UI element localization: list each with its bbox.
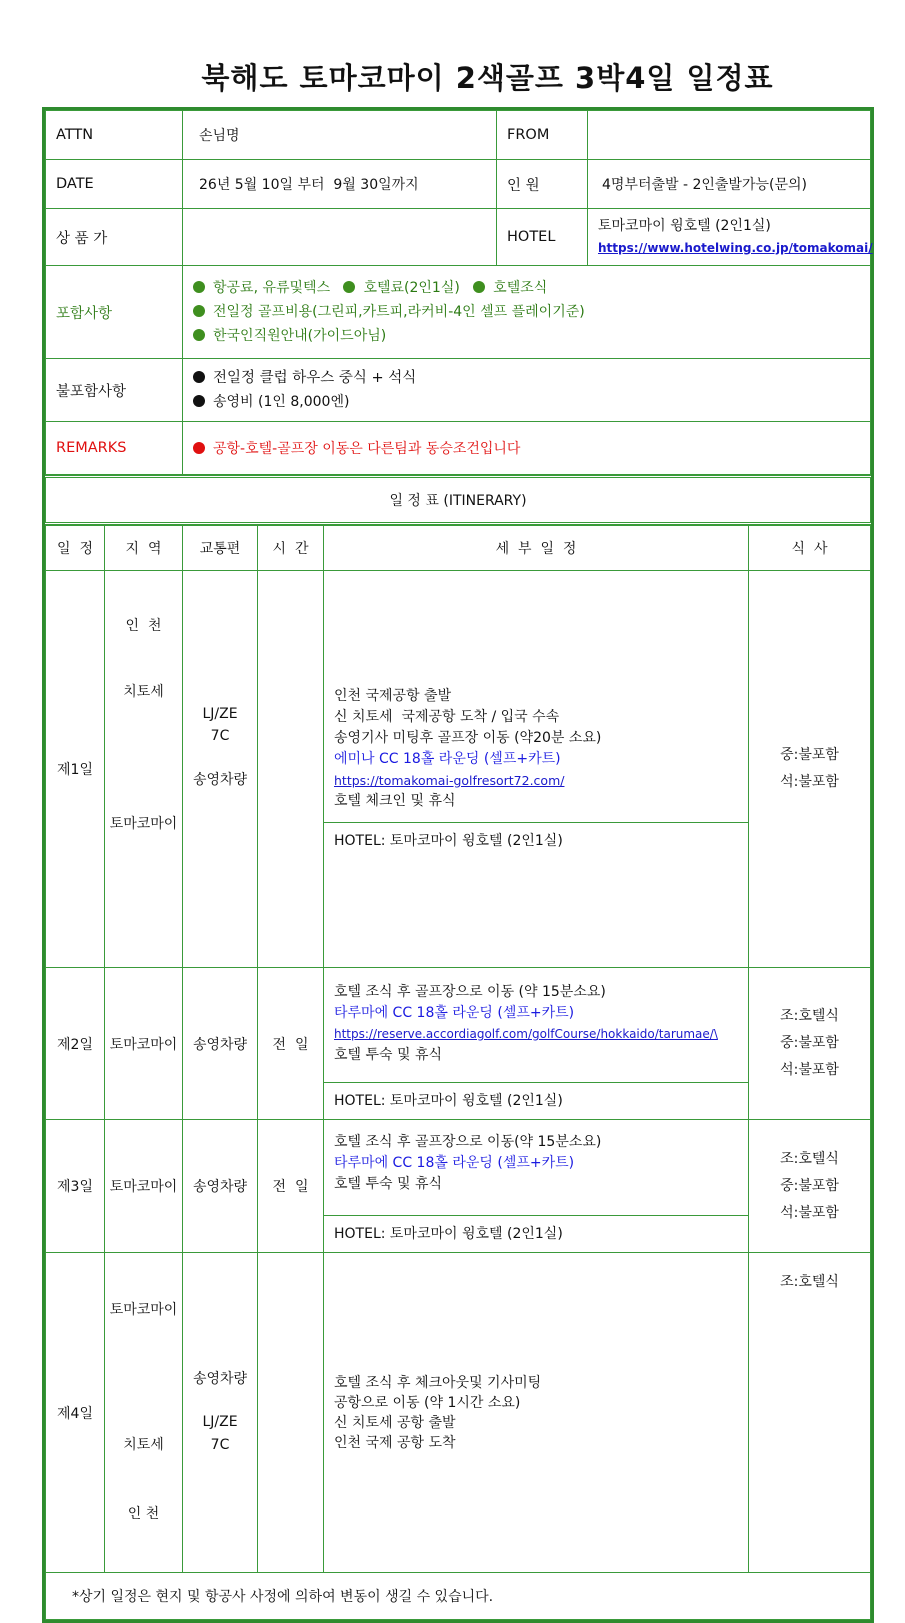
- detail-line: 호텔 체크인 및 휴식: [334, 792, 456, 809]
- day-region: 토마코마이: [105, 1120, 183, 1253]
- meal-line: 석:불포함: [780, 1062, 839, 1078]
- meal-line: 중:불포함: [780, 1035, 839, 1051]
- day-row-4: [46, 1253, 871, 1573]
- included-item: 호텔료(2인1실): [363, 280, 460, 296]
- included-item: 한국인직원안내(가이드아님): [213, 328, 387, 344]
- region-line: 치토세: [123, 1437, 164, 1453]
- header-time: 시 간: [258, 526, 324, 571]
- header-meals: 식 사: [749, 526, 871, 571]
- golf-round: 타루마에 CC 18홀 라운딩 (셀프+카트): [334, 1005, 575, 1021]
- detail-main: [324, 1120, 748, 1215]
- detail-hotel: HOTEL: 토마코마이 윙호텔 (2인1실): [324, 1215, 748, 1252]
- detail-line: 인천 국제 공항 도착: [334, 1434, 456, 1451]
- day-meals: [749, 968, 871, 1120]
- meal-line: 조:호텔식: [780, 1150, 839, 1167]
- attn-value: 손님명: [183, 111, 497, 160]
- price-row: [46, 209, 871, 266]
- price-label: 상 품 가: [46, 209, 183, 266]
- bullet-icon: [193, 305, 205, 317]
- transport-line: 7C: [210, 1437, 230, 1453]
- header-day: 일 정: [46, 526, 105, 571]
- day-meals: [749, 571, 871, 968]
- included-list: [183, 266, 871, 359]
- meal-line: 중:불포함: [780, 747, 839, 763]
- day-meals: [749, 1253, 871, 1573]
- day-row-3: [46, 1120, 871, 1253]
- remarks-label: REMARKS: [46, 422, 183, 475]
- bullet-icon: [343, 281, 355, 293]
- day-transport: 송영차량: [183, 968, 258, 1120]
- bullet-icon: [193, 395, 205, 407]
- day-meals: [749, 1120, 871, 1253]
- hotel-name: 토마코마이 윙호텔 (2인1실): [598, 218, 771, 234]
- page-title: 북해도 토마코마이 2색골프 3박4일 일정표: [201, 61, 774, 95]
- detail-line: 인천 국제공항 출발: [334, 687, 452, 704]
- transport-line: LJ/ZE: [202, 1414, 238, 1430]
- transport-line: 7C: [210, 728, 230, 744]
- bullet-icon: [193, 329, 205, 341]
- day-transport: 송영차량: [183, 1120, 258, 1253]
- itinerary-header-row: [46, 526, 871, 571]
- detail-main: [324, 968, 748, 1082]
- remarks-cell: [183, 422, 871, 475]
- itinerary-title: 일 정 표 (ITINERARY): [46, 477, 871, 524]
- region-line: 치토세: [123, 684, 164, 700]
- price-value: [183, 209, 497, 266]
- bullet-icon: [473, 281, 485, 293]
- day-transport: [183, 1253, 258, 1573]
- included-row: [46, 266, 871, 359]
- excluded-row: [46, 359, 871, 422]
- detail-hotel: HOTEL: 토마코마이 윙호텔 (2인1실): [324, 1082, 748, 1119]
- day-row-2: [46, 968, 871, 1120]
- golf-round: 에미나 CC 18홀 라운딩 (셀프+카트): [334, 750, 561, 767]
- remarks-text: 공항-호텔-골프장 이동은 다른팀과 동승조건입니다: [213, 441, 521, 457]
- hotel-url-link[interactable]: https://www.hotelwing.co.jp/tomakomai/: [598, 241, 873, 255]
- header-transport: 교통편: [183, 526, 258, 571]
- excluded-label: 불포함사항: [46, 359, 183, 422]
- day-details: [324, 1120, 749, 1253]
- region-line: 인 천: [125, 618, 162, 634]
- meal-line: 조:호텔식: [780, 1008, 839, 1024]
- date-row: [46, 160, 871, 209]
- meal-line: 석:불포함: [780, 774, 839, 790]
- excluded-item: 송영비 (1인 8,000엔): [213, 394, 350, 410]
- day-transport: [183, 571, 258, 968]
- day-region: [105, 1253, 183, 1573]
- itinerary-title-table: [45, 475, 871, 525]
- hotel-cell: [588, 209, 871, 266]
- included-item: 전일정 골프비용(그린피,카트피,라커비-4인 셀프 플레이기준): [213, 304, 585, 320]
- bullet-icon: [193, 281, 205, 293]
- attn-label: ATTN: [46, 111, 183, 160]
- bullet-icon: [193, 371, 205, 383]
- day-label: 제3일: [46, 1120, 105, 1253]
- day-time: 전 일: [258, 1120, 324, 1253]
- day-label: 제4일: [46, 1253, 105, 1573]
- footnote: *상기 일정은 현지 및 항공사 사정에 의하여 변동이 생길 수 있습니다.: [46, 1573, 871, 1620]
- included-label: 포함사항: [46, 266, 183, 359]
- golf-url-link[interactable]: https://reserve.accordiagolf.com/golfCourse/hokkaido/tarumae/\: [334, 1027, 718, 1041]
- included-item: 항공료, 유류및텍스: [213, 280, 331, 296]
- included-item: 호텔조식: [493, 280, 548, 296]
- excluded-list: [183, 359, 871, 422]
- detail-main: [324, 680, 748, 822]
- people-label: 인 원: [497, 160, 588, 209]
- info-table: [45, 110, 871, 475]
- meal-line: 조:호텔식: [780, 1274, 839, 1290]
- bullet-icon: [193, 442, 205, 454]
- detail-line: 호텔 조식 후 골프장으로 이동(약 15분소요): [334, 1134, 602, 1150]
- day-time: 전 일: [258, 968, 324, 1120]
- day-time: [258, 571, 324, 968]
- detail-line: 호텔 투숙 및 휴식: [334, 1176, 443, 1192]
- header-details: 세 부 일 정: [324, 526, 749, 571]
- excluded-item: 전일정 클럽 하우스 중식 + 석식: [213, 370, 417, 386]
- remarks-row: [46, 422, 871, 475]
- day-row-1: [46, 571, 871, 968]
- region-line: 토마코마이: [109, 1302, 178, 1318]
- detail-line: 호텔 조식 후 골프장으로 이동 (약 15분소요): [334, 984, 606, 1000]
- day-details: [324, 1253, 749, 1573]
- note-row: [46, 1573, 871, 1620]
- transport-line: 송영차량: [192, 1371, 248, 1387]
- day-region: [105, 571, 183, 968]
- meal-line: 석:불포함: [780, 1204, 839, 1221]
- day-time: [258, 1253, 324, 1573]
- date-value: 26년 5월 10일 부터 9월 30일까지: [183, 160, 497, 209]
- day-details: [324, 571, 749, 968]
- region-spacer: [105, 747, 182, 769]
- attn-row: [46, 111, 871, 160]
- itinerary-sheet: [42, 107, 874, 1623]
- detail-line: 호텔 조식 후 체크아웃및 기사미팅: [334, 1374, 542, 1391]
- day-details: [324, 968, 749, 1120]
- day-region: 토마코마이: [105, 968, 183, 1120]
- region-line: 토마코마이: [109, 816, 178, 832]
- detail-hotel: HOTEL: 토마코마이 윙호텔 (2인1실): [324, 822, 748, 859]
- detail-line: 공항으로 이동 (약 1시간 소요): [334, 1394, 521, 1411]
- detail-line: 신 치토세 공항 출발: [334, 1414, 456, 1431]
- day-label: 제1일: [46, 571, 105, 968]
- transport-line: LJ/ZE: [202, 706, 238, 722]
- hotel-label: HOTEL: [497, 209, 588, 266]
- header-region: 지 역: [105, 526, 183, 571]
- detail-line: 호텔 투숙 및 휴식: [334, 1047, 443, 1063]
- from-label: FROM: [497, 111, 588, 160]
- region-line: 인 천: [127, 1506, 160, 1522]
- golf-url-link[interactable]: https://tomakomai-golfresort72.com/: [334, 772, 565, 788]
- people-value: 4명부터출발 - 2인출발가능(문의): [588, 160, 871, 209]
- from-value: [588, 111, 871, 160]
- date-label: DATE: [46, 160, 183, 209]
- detail-line: 송영기사 미팅후 골프장 이동 (약20분 소요): [334, 729, 602, 746]
- day-label: 제2일: [46, 968, 105, 1120]
- golf-round: 타루마에 CC 18홀 라운딩 (셀프+카트): [334, 1155, 575, 1171]
- itinerary-table: [45, 525, 871, 1620]
- transport-line: 송영차량: [192, 772, 248, 788]
- meal-line: 중:불포함: [780, 1177, 839, 1194]
- detail-line: 신 치토세 국제공항 도착 / 입국 수속: [334, 708, 560, 725]
